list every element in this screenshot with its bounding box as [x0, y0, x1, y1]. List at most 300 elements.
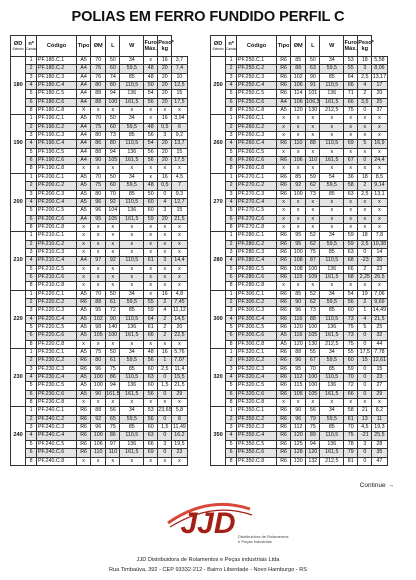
value-cell: 59	[344, 240, 358, 248]
code-cell: PF.220.C.1	[36, 290, 76, 298]
value-cell: x	[172, 240, 187, 248]
table-row	[211, 382, 406, 390]
value-cell: 136	[120, 90, 144, 98]
value-cell: 86	[106, 432, 120, 440]
value-cell: 8	[26, 107, 37, 115]
value-cell: 95	[291, 365, 306, 373]
value-cell: 4,5	[172, 173, 187, 181]
value-cell: 59,5	[120, 415, 144, 423]
value-cell: 100	[91, 382, 106, 390]
code-cell: PF.190.C.5	[36, 148, 76, 156]
value-cell: x	[144, 340, 158, 348]
outer-diameter-cell: 260	[211, 115, 226, 173]
value-cell: 50	[106, 173, 120, 181]
header-peso: Peso* kg	[358, 36, 372, 57]
value-cell: A4	[77, 257, 91, 265]
value-cell: 32	[372, 332, 387, 340]
value-cell: 59,5	[120, 357, 144, 365]
value-cell: 125	[291, 440, 306, 448]
value-cell: 17,5	[172, 157, 187, 165]
value-cell: x	[358, 165, 372, 173]
value-cell: 63	[144, 432, 158, 440]
value-cell: 85	[120, 132, 144, 140]
value-cell: x	[120, 223, 144, 231]
value-cell: 136	[120, 324, 144, 332]
value-cell: x	[158, 232, 172, 240]
code-cell: PF.210.C.8	[36, 282, 76, 290]
table-row	[11, 457, 206, 465]
value-cell: 8	[26, 282, 37, 290]
value-cell: 61	[344, 415, 358, 423]
code-cell: PF.220.C.4	[36, 315, 76, 323]
value-cell: 75	[344, 432, 358, 440]
value-cell: 8,2	[372, 407, 387, 415]
value-cell: 5	[26, 148, 37, 156]
value-cell: 0	[358, 374, 372, 382]
value-cell: 70	[106, 190, 120, 198]
value-cell: 34	[320, 349, 344, 357]
value-cell: x	[172, 165, 187, 173]
value-cell: x	[172, 223, 187, 231]
value-cell: 73	[306, 307, 320, 315]
table-row	[211, 415, 406, 423]
value-cell: 3	[158, 132, 172, 140]
logo-line1: Distribuidora de Rolamentos	[238, 534, 289, 539]
value-cell: 2	[158, 324, 172, 332]
value-cell: 20	[372, 90, 387, 98]
value-cell: 8	[226, 107, 237, 115]
value-cell: 35	[372, 449, 387, 457]
value-cell: 5	[358, 324, 372, 332]
value-cell: 1	[226, 232, 237, 240]
value-cell: 56	[144, 132, 158, 140]
value-cell: 86	[106, 374, 120, 382]
table-row	[11, 115, 206, 123]
value-cell: x	[291, 215, 306, 223]
value-cell: x	[106, 340, 120, 348]
code-cell: PF.260.C.6	[236, 157, 276, 165]
code-cell: PF.230.C.6	[36, 390, 76, 398]
header-furo: Furo Máx.	[144, 36, 158, 57]
value-cell: 1	[358, 307, 372, 315]
code-cell: PF.200.C.2	[36, 182, 76, 190]
value-cell: x	[344, 132, 358, 140]
value-cell: 106,3	[306, 98, 320, 105]
value-cell: 34	[120, 290, 144, 298]
value-cell: 50	[106, 115, 120, 123]
code-cell: PF.190.C.6	[36, 157, 76, 165]
value-cell: R6	[77, 365, 91, 373]
value-cell: 8	[226, 399, 237, 407]
value-cell: 6	[226, 98, 237, 106]
value-cell: R6	[77, 424, 91, 432]
value-cell: 29	[172, 390, 187, 398]
table-row	[11, 432, 206, 440]
table-row	[211, 357, 406, 365]
value-cell: A5	[77, 374, 91, 382]
value-cell: 5	[26, 382, 37, 390]
value-cell: 3	[226, 248, 237, 256]
value-cell: 85	[291, 57, 306, 65]
value-cell: 48	[144, 182, 158, 190]
value-cell: 55	[344, 349, 358, 357]
value-cell: 54	[144, 140, 158, 148]
value-cell: A5	[77, 182, 91, 190]
value-cell: x	[106, 282, 120, 290]
table-row	[11, 440, 206, 448]
value-cell: R6	[277, 240, 291, 248]
value-cell: 97	[91, 257, 106, 265]
value-cell: 161,5	[320, 98, 344, 106]
value-cell: x	[144, 57, 158, 65]
code-cell: PF.210.C.6	[36, 273, 76, 281]
table-row	[211, 332, 406, 340]
code-cell: PF.260.C.1	[236, 115, 276, 123]
value-cell: 2	[226, 415, 237, 423]
value-cell: 4	[26, 374, 37, 382]
value-cell: 70	[91, 57, 106, 65]
value-cell: 92	[106, 257, 120, 265]
table-row	[211, 374, 406, 382]
value-cell: 9,69	[372, 298, 387, 306]
value-cell: x	[91, 223, 106, 231]
value-cell: 128	[291, 449, 306, 457]
value-cell: x	[291, 132, 306, 140]
table-row	[211, 65, 406, 73]
value-cell: 161,5	[120, 215, 144, 223]
value-cell: x	[358, 148, 372, 156]
table-row	[11, 82, 206, 90]
value-cell: 1	[226, 407, 237, 415]
table-row	[211, 273, 406, 281]
value-cell: 2	[26, 123, 37, 131]
code-cell: PF.260.C.2	[236, 123, 276, 131]
value-cell: 100	[306, 324, 320, 332]
value-cell: 9,3	[172, 190, 187, 198]
value-cell: 73	[106, 132, 120, 140]
value-cell: 120	[291, 340, 306, 348]
value-cell: 21,5	[172, 215, 187, 223]
value-cell: A5	[77, 382, 91, 390]
value-cell: 90	[291, 298, 306, 306]
value-cell: x	[291, 148, 306, 156]
table-row	[211, 207, 406, 215]
value-cell: 105	[291, 390, 306, 398]
value-cell: 4,5	[358, 424, 372, 432]
value-cell: 88	[306, 140, 320, 148]
value-cell: 58	[344, 407, 358, 415]
table-row	[211, 424, 406, 432]
value-cell: 21	[358, 407, 372, 415]
value-cell: 2	[358, 182, 372, 190]
value-cell: 53	[144, 407, 158, 415]
value-cell: 56	[144, 357, 158, 365]
value-cell: 2	[226, 357, 237, 365]
pulley-table-right	[210, 35, 406, 466]
value-cell: 20	[158, 90, 172, 98]
value-cell: x	[77, 282, 91, 290]
table-row	[11, 257, 206, 265]
code-cell: PF.320.C.3	[236, 365, 276, 373]
value-cell: 5	[358, 140, 372, 148]
code-cell: PF.250.C.8	[236, 107, 276, 115]
value-cell: 161,5	[106, 390, 120, 397]
value-cell: 75	[306, 424, 320, 432]
value-cell: R6	[277, 290, 291, 298]
footer-address: Rua Timbaúva, 392 - CEP 93332-212 - Bairro Liberdade - Novo Hamburgo - RS	[109, 567, 307, 573]
value-cell: 161,5	[320, 332, 344, 340]
value-cell: 110,5	[120, 198, 144, 206]
value-cell: R6	[277, 190, 291, 198]
table-row	[11, 298, 206, 306]
value-cell: x	[120, 107, 144, 115]
value-cell: x	[120, 265, 144, 273]
value-cell: 5,58	[372, 57, 387, 65]
code-cell: PF.260.C.4	[236, 140, 276, 148]
value-cell: 15	[172, 148, 187, 156]
value-cell: 75	[106, 424, 120, 432]
value-cell: 110,5	[120, 140, 144, 148]
value-cell: x	[358, 132, 372, 140]
value-cell: 161,5	[320, 449, 344, 457]
value-cell: x	[120, 282, 144, 290]
value-cell: 0	[358, 382, 372, 390]
value-cell: 2	[226, 123, 237, 131]
value-cell: 7,07	[172, 357, 187, 365]
value-cell: x	[306, 115, 320, 123]
value-cell: 2	[226, 65, 237, 73]
value-cell: 73	[344, 315, 358, 323]
value-cell: 100	[91, 374, 106, 382]
value-cell: x	[172, 107, 187, 115]
table-row	[211, 340, 406, 348]
value-cell: R6	[277, 73, 291, 81]
value-cell: 61	[106, 357, 120, 365]
value-cell: 9,14	[372, 182, 387, 190]
value-cell: x	[144, 173, 158, 181]
value-cell: x	[91, 282, 106, 290]
code-cell: PF.250.C.4	[236, 82, 276, 90]
value-cell: 75	[344, 340, 358, 348]
value-cell: 7,8	[372, 232, 387, 240]
value-cell: 67	[306, 357, 320, 365]
value-cell: 110,5	[320, 257, 344, 265]
value-cell: 60	[106, 123, 120, 131]
value-cell: x	[291, 165, 306, 173]
value-cell: R6	[277, 324, 291, 332]
value-cell: 5	[26, 440, 37, 448]
value-cell: R6	[277, 157, 291, 165]
value-cell: 59,5	[320, 65, 344, 73]
value-cell: 11,4	[172, 365, 187, 373]
table-row	[211, 107, 406, 115]
value-cell: 88	[91, 98, 106, 106]
value-cell: R6	[277, 457, 291, 465]
value-cell: 8	[26, 457, 37, 465]
table-row	[11, 424, 206, 432]
code-cell: PF.280.C.1	[236, 232, 276, 240]
code-cell: PF.240.C.5	[36, 440, 76, 448]
code-cell: PF.240.C.4	[36, 432, 76, 440]
table-row	[211, 157, 406, 165]
value-cell: x	[306, 223, 320, 231]
value-cell: A4	[77, 148, 91, 156]
code-cell: PF.220.C.2	[36, 298, 76, 306]
header-furo: Furo Máx.	[344, 36, 358, 57]
value-cell: x	[120, 340, 144, 348]
value-cell: 60	[144, 207, 158, 215]
footer-company: JJD Distribuidora de Rolamentos e Peças industriais Ltda	[136, 557, 280, 563]
value-cell: 34	[120, 407, 144, 415]
value-cell: x	[172, 399, 187, 407]
value-cell: R6	[277, 307, 291, 315]
value-cell: 61	[106, 298, 120, 306]
value-cell: R6	[277, 349, 291, 357]
value-cell: A4	[77, 90, 91, 98]
value-cell: 2	[158, 315, 172, 323]
value-cell: 3	[358, 440, 372, 448]
value-cell: x	[158, 282, 172, 290]
value-cell: 6	[172, 123, 187, 131]
logo-letters: JJD	[180, 507, 236, 540]
value-cell: 85	[320, 190, 344, 198]
value-cell: x	[77, 240, 91, 248]
value-cell: 96	[91, 365, 106, 373]
value-cell: 17,5	[172, 98, 187, 106]
value-cell: x	[358, 399, 372, 407]
value-cell: 85	[320, 73, 344, 81]
value-cell: A4	[77, 82, 91, 90]
value-cell: 54	[344, 290, 358, 298]
value-cell: A5	[77, 349, 91, 357]
value-cell: A5	[77, 198, 91, 206]
value-cell: R6	[277, 265, 291, 273]
value-cell: x	[372, 207, 387, 215]
value-cell: 5	[226, 440, 237, 448]
value-cell: 64	[344, 73, 358, 81]
code-cell: PF.260.C.8	[236, 165, 276, 173]
table-row	[11, 65, 206, 73]
value-cell: 161,5	[320, 157, 344, 165]
value-cell: A5	[77, 307, 91, 315]
code-cell: PF.200.C.3	[36, 190, 76, 198]
value-cell: A5	[77, 207, 91, 215]
table-row	[211, 223, 406, 231]
value-cell: 102	[291, 73, 306, 81]
table-row	[11, 324, 206, 332]
value-cell: 2	[358, 90, 372, 98]
code-cell: PF.280.C.2	[236, 240, 276, 248]
value-cell: A5	[77, 324, 91, 332]
value-cell: A4	[77, 98, 91, 106]
value-cell: 7,78	[372, 349, 387, 357]
table-row	[11, 98, 206, 106]
value-cell: 36	[344, 173, 358, 181]
value-cell: 7,45	[172, 298, 187, 306]
value-cell: 55	[306, 349, 320, 357]
value-cell: 0,5	[158, 123, 172, 131]
value-cell: R6	[277, 248, 291, 256]
value-cell: x	[144, 282, 158, 290]
value-cell: 2	[226, 298, 237, 306]
value-cell: 110	[291, 140, 306, 148]
code-cell: PF.240.C.3	[36, 424, 76, 432]
value-cell: 74	[106, 73, 120, 81]
value-cell: 161,5	[120, 98, 144, 106]
value-cell: x	[144, 115, 158, 123]
value-cell: x	[172, 457, 187, 465]
value-cell: 56	[344, 298, 358, 306]
value-cell: x	[172, 273, 187, 281]
value-cell: x	[372, 115, 387, 123]
value-cell: 1	[26, 57, 37, 65]
continue-indicator: Continue →	[359, 482, 394, 489]
value-cell: x	[91, 107, 106, 115]
code-cell: PF.240.C.1	[36, 407, 76, 415]
value-cell: 64	[144, 315, 158, 323]
value-cell: 59,5	[320, 415, 344, 423]
value-cell: A5	[77, 190, 91, 198]
value-cell: x	[106, 248, 120, 256]
value-cell: R6	[277, 173, 291, 181]
value-cell: 9,2	[172, 132, 187, 140]
value-cell: x	[306, 148, 320, 156]
value-cell: 66	[144, 440, 158, 448]
code-cell: PF.190.C.4	[36, 140, 76, 148]
value-cell: 130	[291, 457, 306, 465]
value-cell: 94	[106, 148, 120, 156]
value-cell: 8	[226, 340, 237, 348]
outer-diameter-cell: 270	[211, 173, 226, 231]
value-cell: 59,5	[320, 298, 344, 306]
value-cell: 23,65	[158, 407, 172, 414]
value-cell: 8,06	[372, 65, 387, 73]
value-cell: x	[172, 232, 187, 240]
value-cell: x	[344, 115, 358, 123]
value-cell: 109	[306, 273, 320, 281]
code-cell: PF.300.C.4	[236, 315, 276, 323]
value-cell: 97	[106, 440, 120, 448]
value-cell: 66	[344, 390, 358, 398]
header-type: Tipo	[277, 36, 291, 57]
value-cell: 17,5	[359, 349, 370, 356]
value-cell: 101	[306, 90, 320, 98]
value-cell: 116	[291, 332, 306, 340]
value-cell: 88	[91, 90, 106, 98]
outer-diameter-cell: 210	[11, 232, 26, 290]
value-cell: R6	[277, 357, 291, 365]
value-cell: 52	[306, 232, 320, 240]
code-cell: PF.300.C.3	[236, 307, 276, 315]
value-cell: 73	[344, 332, 358, 340]
value-cell: 4	[26, 140, 37, 148]
value-cell: 0	[358, 390, 372, 398]
value-cell: 59	[344, 232, 358, 240]
value-cell: 11,49	[173, 424, 186, 431]
value-cell: 6	[26, 332, 37, 340]
value-cell: R6	[277, 273, 291, 281]
value-cell: 96	[91, 424, 106, 432]
outer-diameter-cell: 300	[211, 290, 226, 348]
value-cell: 3	[26, 190, 37, 198]
code-cell: PF.200.C.6	[36, 215, 76, 223]
value-cell: 15	[358, 357, 372, 365]
value-cell: 6	[26, 390, 37, 398]
value-cell: 54	[144, 90, 158, 98]
value-cell: 13,1	[372, 190, 387, 198]
header-channels: nº Canais	[26, 36, 37, 57]
value-cell: 56	[144, 148, 158, 156]
